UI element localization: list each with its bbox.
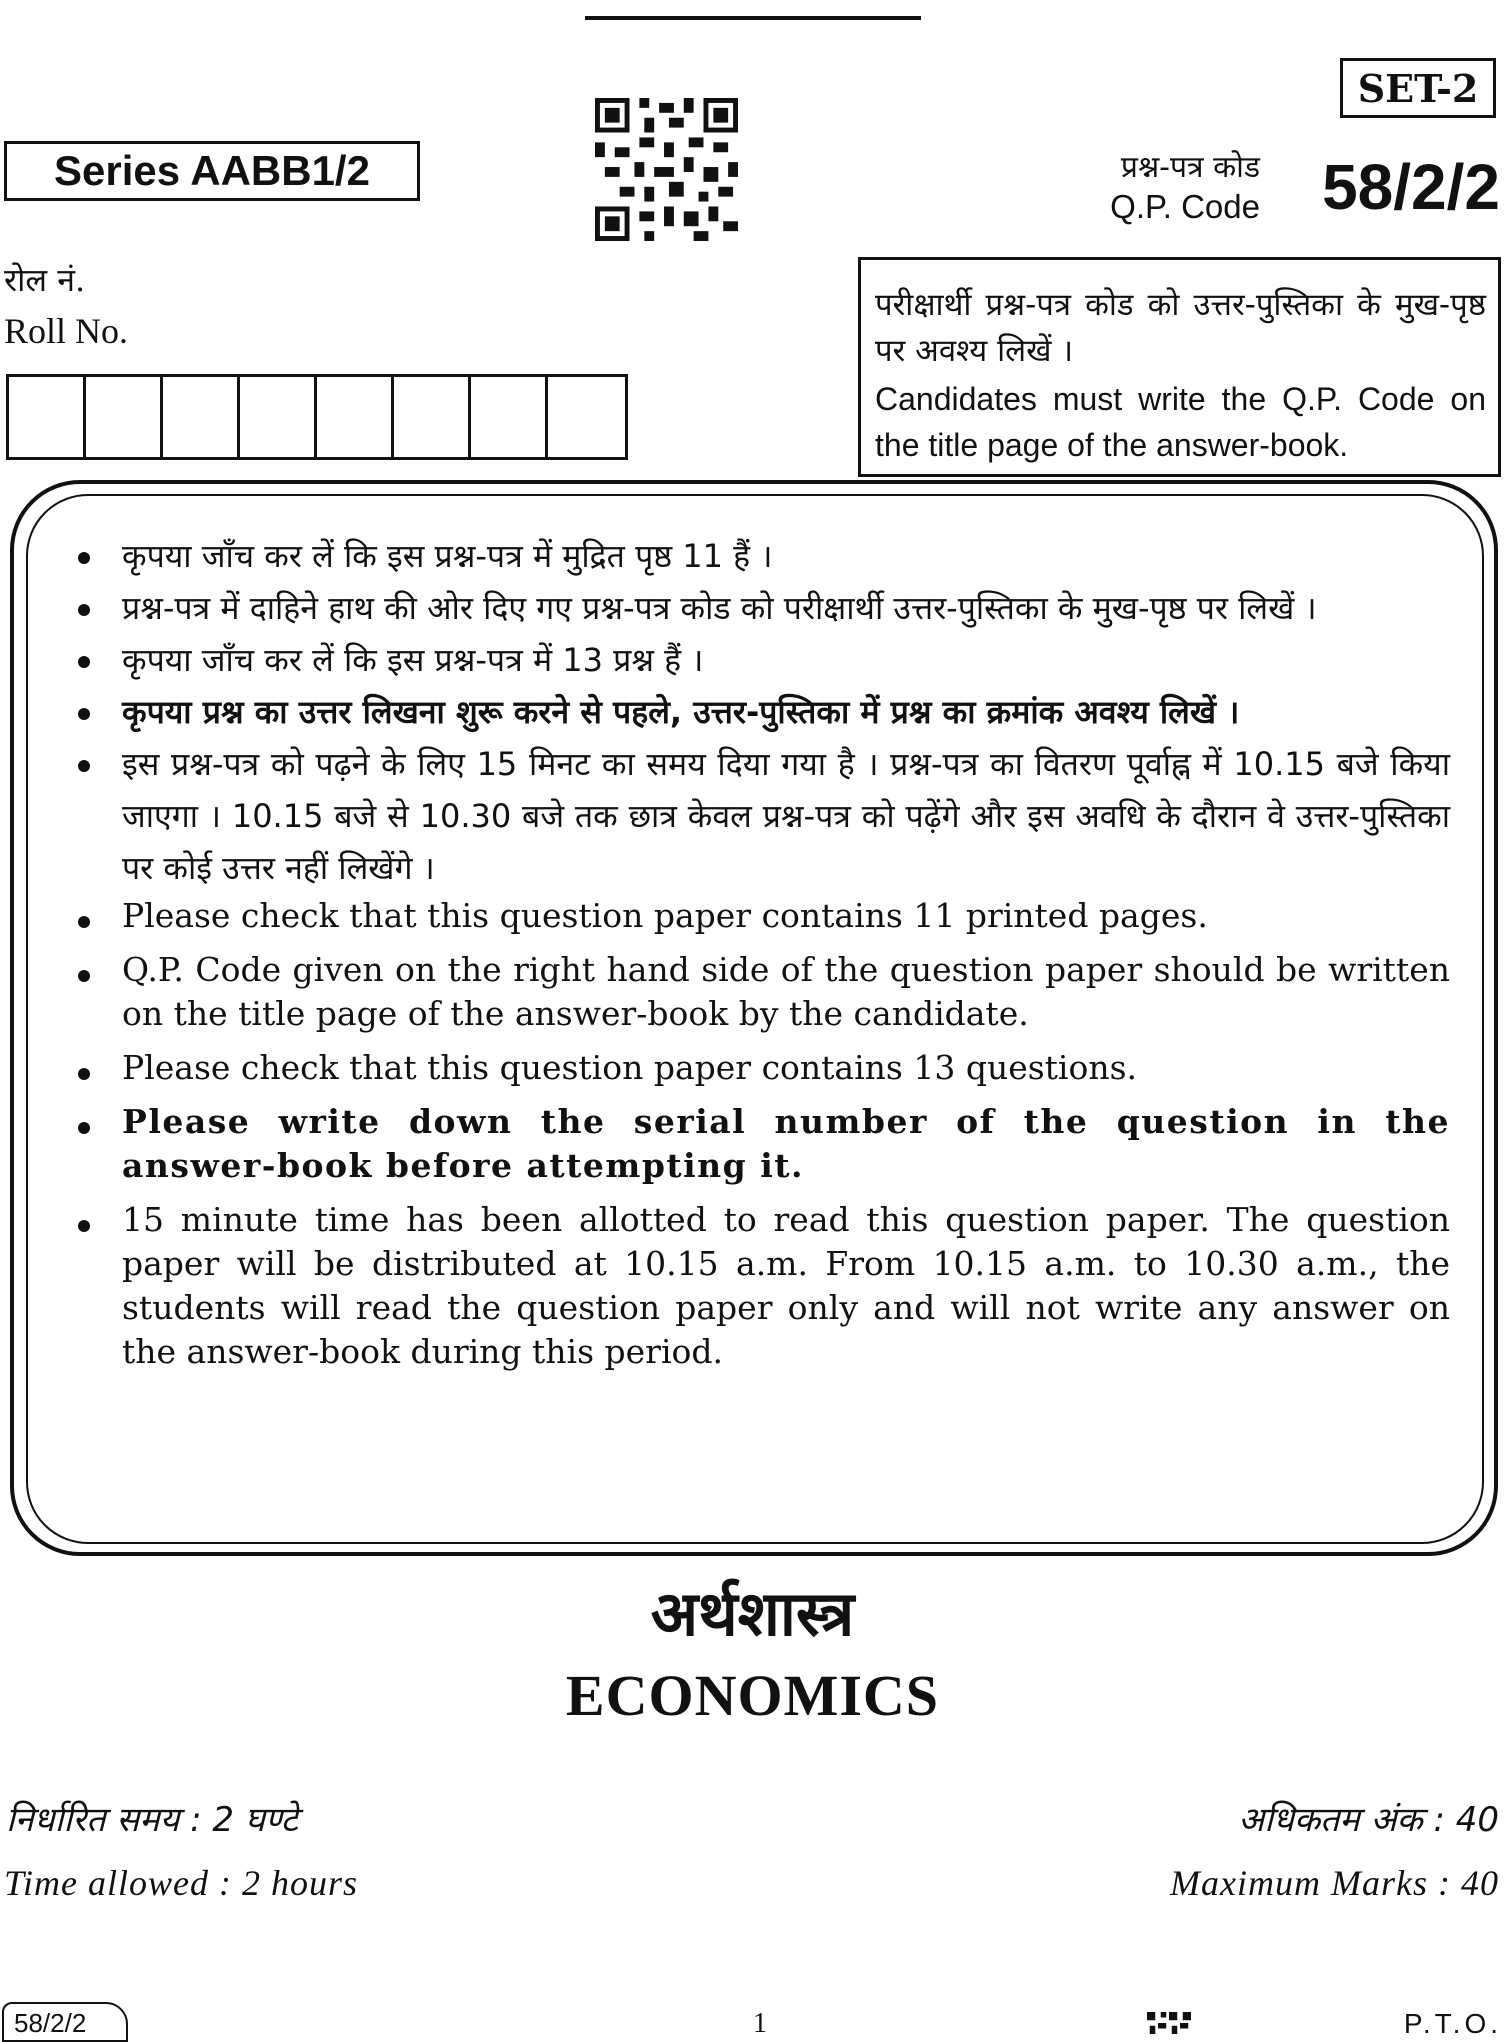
footer-code: 58/2/2 [2, 2002, 128, 2042]
roll-number-boxes [6, 374, 628, 460]
max-marks-hindi: अधिकतम अंक : 40 [1238, 1800, 1499, 1840]
roll-digit-box[interactable] [548, 377, 625, 457]
instruction-english: Please check that this question paper contains 11 printed pages. [70, 894, 1450, 938]
subject-title-hindi: अर्थशास्त्र [650, 1577, 855, 1650]
roll-digit-box[interactable] [471, 377, 548, 457]
pto-label: P.T.O. [1403, 2008, 1502, 2039]
series-label: Series AABB1/2 [4, 141, 420, 201]
roll-digit-box[interactable] [163, 377, 240, 457]
instruction-english: Please write down the serial number of the question in the answer-book before attempting it. [70, 1100, 1450, 1188]
instruction-english: Q.P. Code given on the right hand side of the question paper should be written on the title page of the answer-book by the candidate. [70, 948, 1450, 1036]
instruction-hindi: प्रश्न-पत्र में दाहिने हाथ की ओर दिए गए प्रश्न-पत्र कोड को परीक्षार्थी उत्तर-पुस्तिका के मुख-पृष्ठ पर लिखें । [70, 582, 1450, 634]
candidate-note-english: Candidates must write the Q.P. Code on the title page of the answer-book. [875, 381, 1486, 463]
instruction-hindi: कृपया जाँच कर लें कि इस प्रश्न-पत्र में 13 प्रश्न हैं । [70, 634, 1450, 686]
qp-code-label: Q.P. Code [1110, 188, 1260, 225]
roll-label-hindi: रोल नं. [4, 261, 86, 299]
roll-label: Roll No. [4, 311, 129, 351]
qp-code-label-hindi: प्रश्न-पत्र कोड [1120, 150, 1260, 185]
roll-digit-box[interactable] [240, 377, 317, 457]
set-label: SET-2 [1340, 58, 1496, 118]
top-rule [585, 16, 921, 20]
roll-digit-box[interactable] [86, 377, 163, 457]
instruction-english: Please check that this question paper contains 13 questions. [70, 1046, 1450, 1090]
subject-title: ECONOMICS [565, 1663, 940, 1728]
candidate-note-box [858, 257, 1501, 477]
instruction-hindi: इस प्रश्न-पत्र को पढ़ने के लिए 15 मिनट का समय दिया गया है । प्रश्न-पत्र का वितरण पूर्वाह्न में 10.15 बजे किया जाएगा । 10.15 बजे से 10.30 बजे तक छात्र केवल प्रश्न-पत्र को पढ़ेंगे और इस अवधि के दौरान वे उत्तर-पुस्तिका पर कोई उत्तर नहीं लिखेंगे । [70, 738, 1450, 894]
roll-digit-box[interactable] [317, 377, 394, 457]
instruction-hindi: कृपया जाँच कर लें कि इस प्रश्न-पत्र में मुद्रित पृष्ठ 11 हैं । [70, 530, 1450, 582]
candidate-note-hindi: परीक्षार्थी प्रश्न-पत्र कोड को उत्तर-पुस्तिका के मुख-पृष्ठ पर अवश्य लिखें । [875, 287, 1486, 369]
instruction-english: 15 minute time has been allotted to read this question paper. The question paper will be distributed at 10.15 a.m. From 10.15 a.m. to 10.30 a.m., the students will read the question paper only and will not write any answer on the answer-book during this period. [70, 1198, 1450, 1374]
footer-qr-icon [1147, 2012, 1191, 2034]
qp-code: 58/2/2 [1322, 151, 1500, 223]
time-allowed-hindi: निर्धारित समय : 2 घण्टे [6, 1800, 298, 1840]
instruction-hindi: कृपया प्रश्न का उत्तर लिखना शुरू करने से पहले, उत्तर-पुस्तिका में प्रश्न का क्रमांक अवश्य लिखें । [70, 686, 1450, 738]
max-marks: Maximum Marks : 40 [1170, 1863, 1499, 1903]
roll-digit-box[interactable] [9, 377, 86, 457]
page-number: 1 [753, 2008, 767, 2039]
instructions-list [70, 530, 1450, 1384]
time-allowed: Time allowed : 2 hours [4, 1863, 359, 1903]
qr-code-icon [595, 98, 738, 241]
roll-digit-box[interactable] [394, 377, 471, 457]
